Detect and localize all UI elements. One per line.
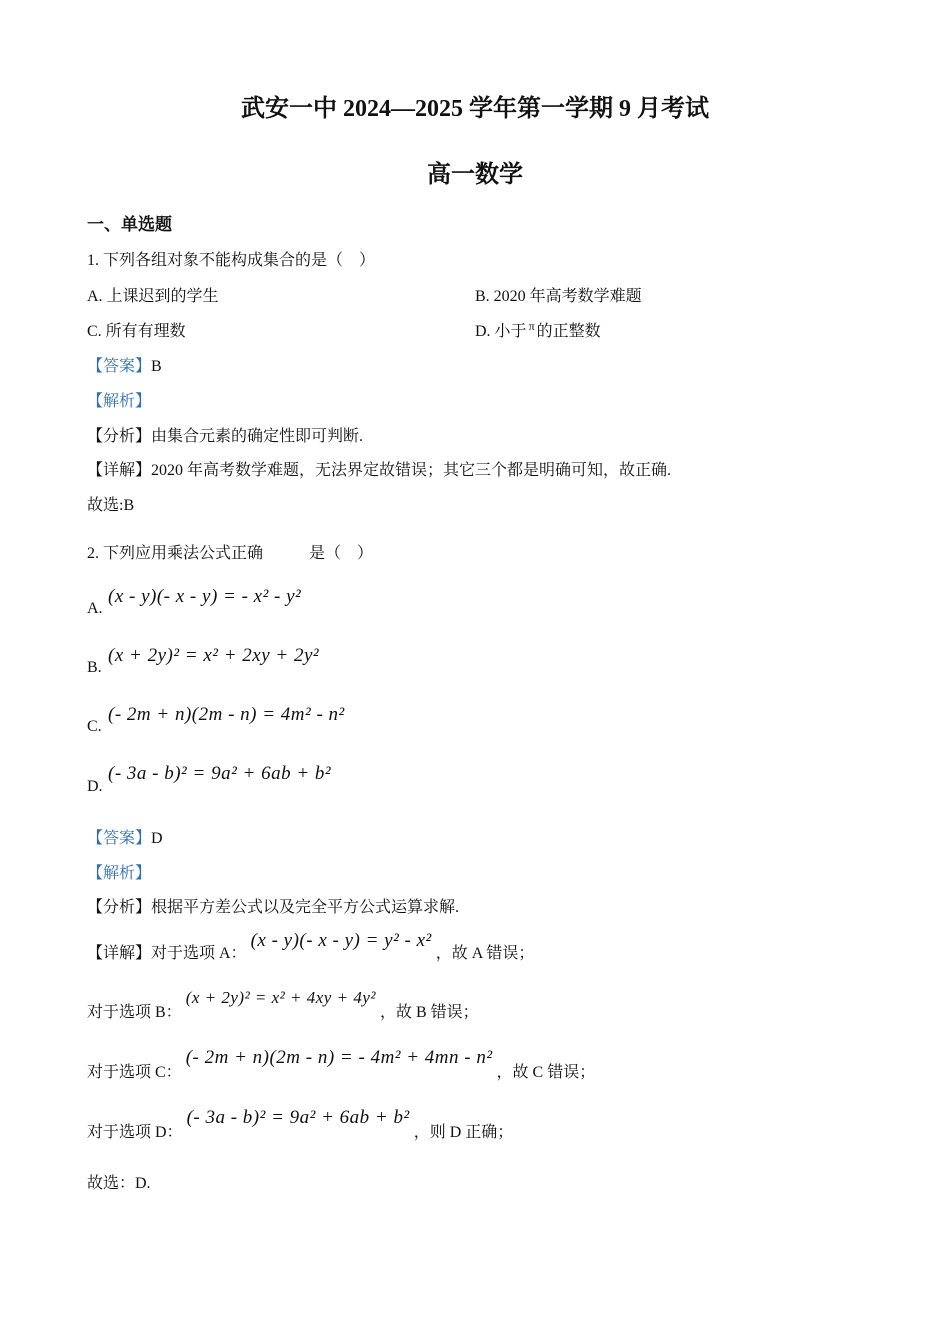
detail-a-prefix: 【详解】对于选项 A： [87,945,247,962]
detail-b-suffix: ，故 B 错误； [379,1004,479,1021]
q2-stem-part2: 是（ ） [309,545,374,562]
q2-option-c-formula: (- 2m + n)(2m - n) = 4m² - n² [108,704,345,725]
detail-c-prefix: 对于选项 C： [87,1064,182,1081]
detail-a-formula: (x - y)(- x - y) = y² - x² [250,930,432,951]
q2-stem-part1: 2. 下列应用乘法公式正确 [87,545,264,562]
q1-option-d [475,318,601,341]
q2-option-b-label: B. [87,659,102,676]
q2-analysis-tag: 【解析】 [87,865,152,882]
q1-option-c: C. 所有有理数 [87,323,186,340]
answer-tag: 【答案】 [87,358,152,375]
detail-b-prefix: 对于选项 B： [87,1004,182,1021]
q1-xiangjie: 【详解】2020 年高考数学难题，无法界定故错误；其它三个都是明确可知，故正确. [87,462,672,479]
q1-conclusion: 故选:B [87,497,135,514]
q1-option-a: A. 上课迟到的学生 [87,288,219,305]
q2-detail-d [87,1107,513,1142]
subject-title: 高一数学 [427,162,523,188]
detail-c-formula: (- 2m + n)(2m - n) = - 4m² + 4mn - n² [185,1047,493,1068]
q2-fenxi: 【分析】根据平方差公式以及完全平方公式运算求解. [87,899,460,916]
detail-b-formula: (x + 2y)² = x² + 4xy + 4y² [185,988,376,1007]
q2-option-a-formula: (x - y)(- x - y) = - x² - y² [108,586,302,607]
answer-tag: 【答案】 [87,830,152,847]
q1-analysis-tag: 【解析】 [87,393,152,410]
q2-conclusion: 故选：D. [87,1175,151,1192]
q2-option-c-label: C. [87,718,102,735]
q1-answer [87,353,162,376]
answer-value: D [151,830,163,847]
pi-symbol: π [528,319,535,333]
q1-fenxi: 【分析】由集合元素的确定性即可判断. [87,428,364,445]
detail-d-formula: (- 3a - b)² = 9a² + 6ab + b² [186,1107,410,1128]
q1-stem: 1. 下列各组对象不能构成集合的是（ ） [87,252,376,269]
q2-option-d-label: D. [87,778,103,795]
q2-answer [87,825,163,848]
q2-detail-a [87,930,534,963]
q2-detail-b [87,988,479,1022]
section-heading: 一、单选题 [87,215,172,234]
q1-option-d-suffix: 的正整数 [536,323,601,340]
q2-option-d-formula: (- 3a - b)² = 9a² + 6ab + b² [108,763,332,784]
exam-title: 武安一中 2024—2025 学年第一学期 9 月考试 [241,96,709,122]
detail-c-suffix: ，故 C 错误； [496,1064,596,1081]
detail-a-suffix: ，故 A 错误； [435,945,535,962]
q2-option-b-formula: (x + 2y)² = x² + 2xy + 2y² [108,645,320,666]
q1-option-b: B. 2020 年高考数学难题 [475,288,642,305]
detail-d-prefix: 对于选项 D： [87,1124,183,1141]
q1-option-d-prefix: D. 小于 [475,323,527,340]
q2-option-a-label: A. [87,600,103,617]
detail-d-suffix: ，则 D 正确； [413,1124,514,1141]
answer-value: B [151,358,162,375]
q2-stem [87,540,373,563]
q2-detail-c [87,1047,595,1082]
